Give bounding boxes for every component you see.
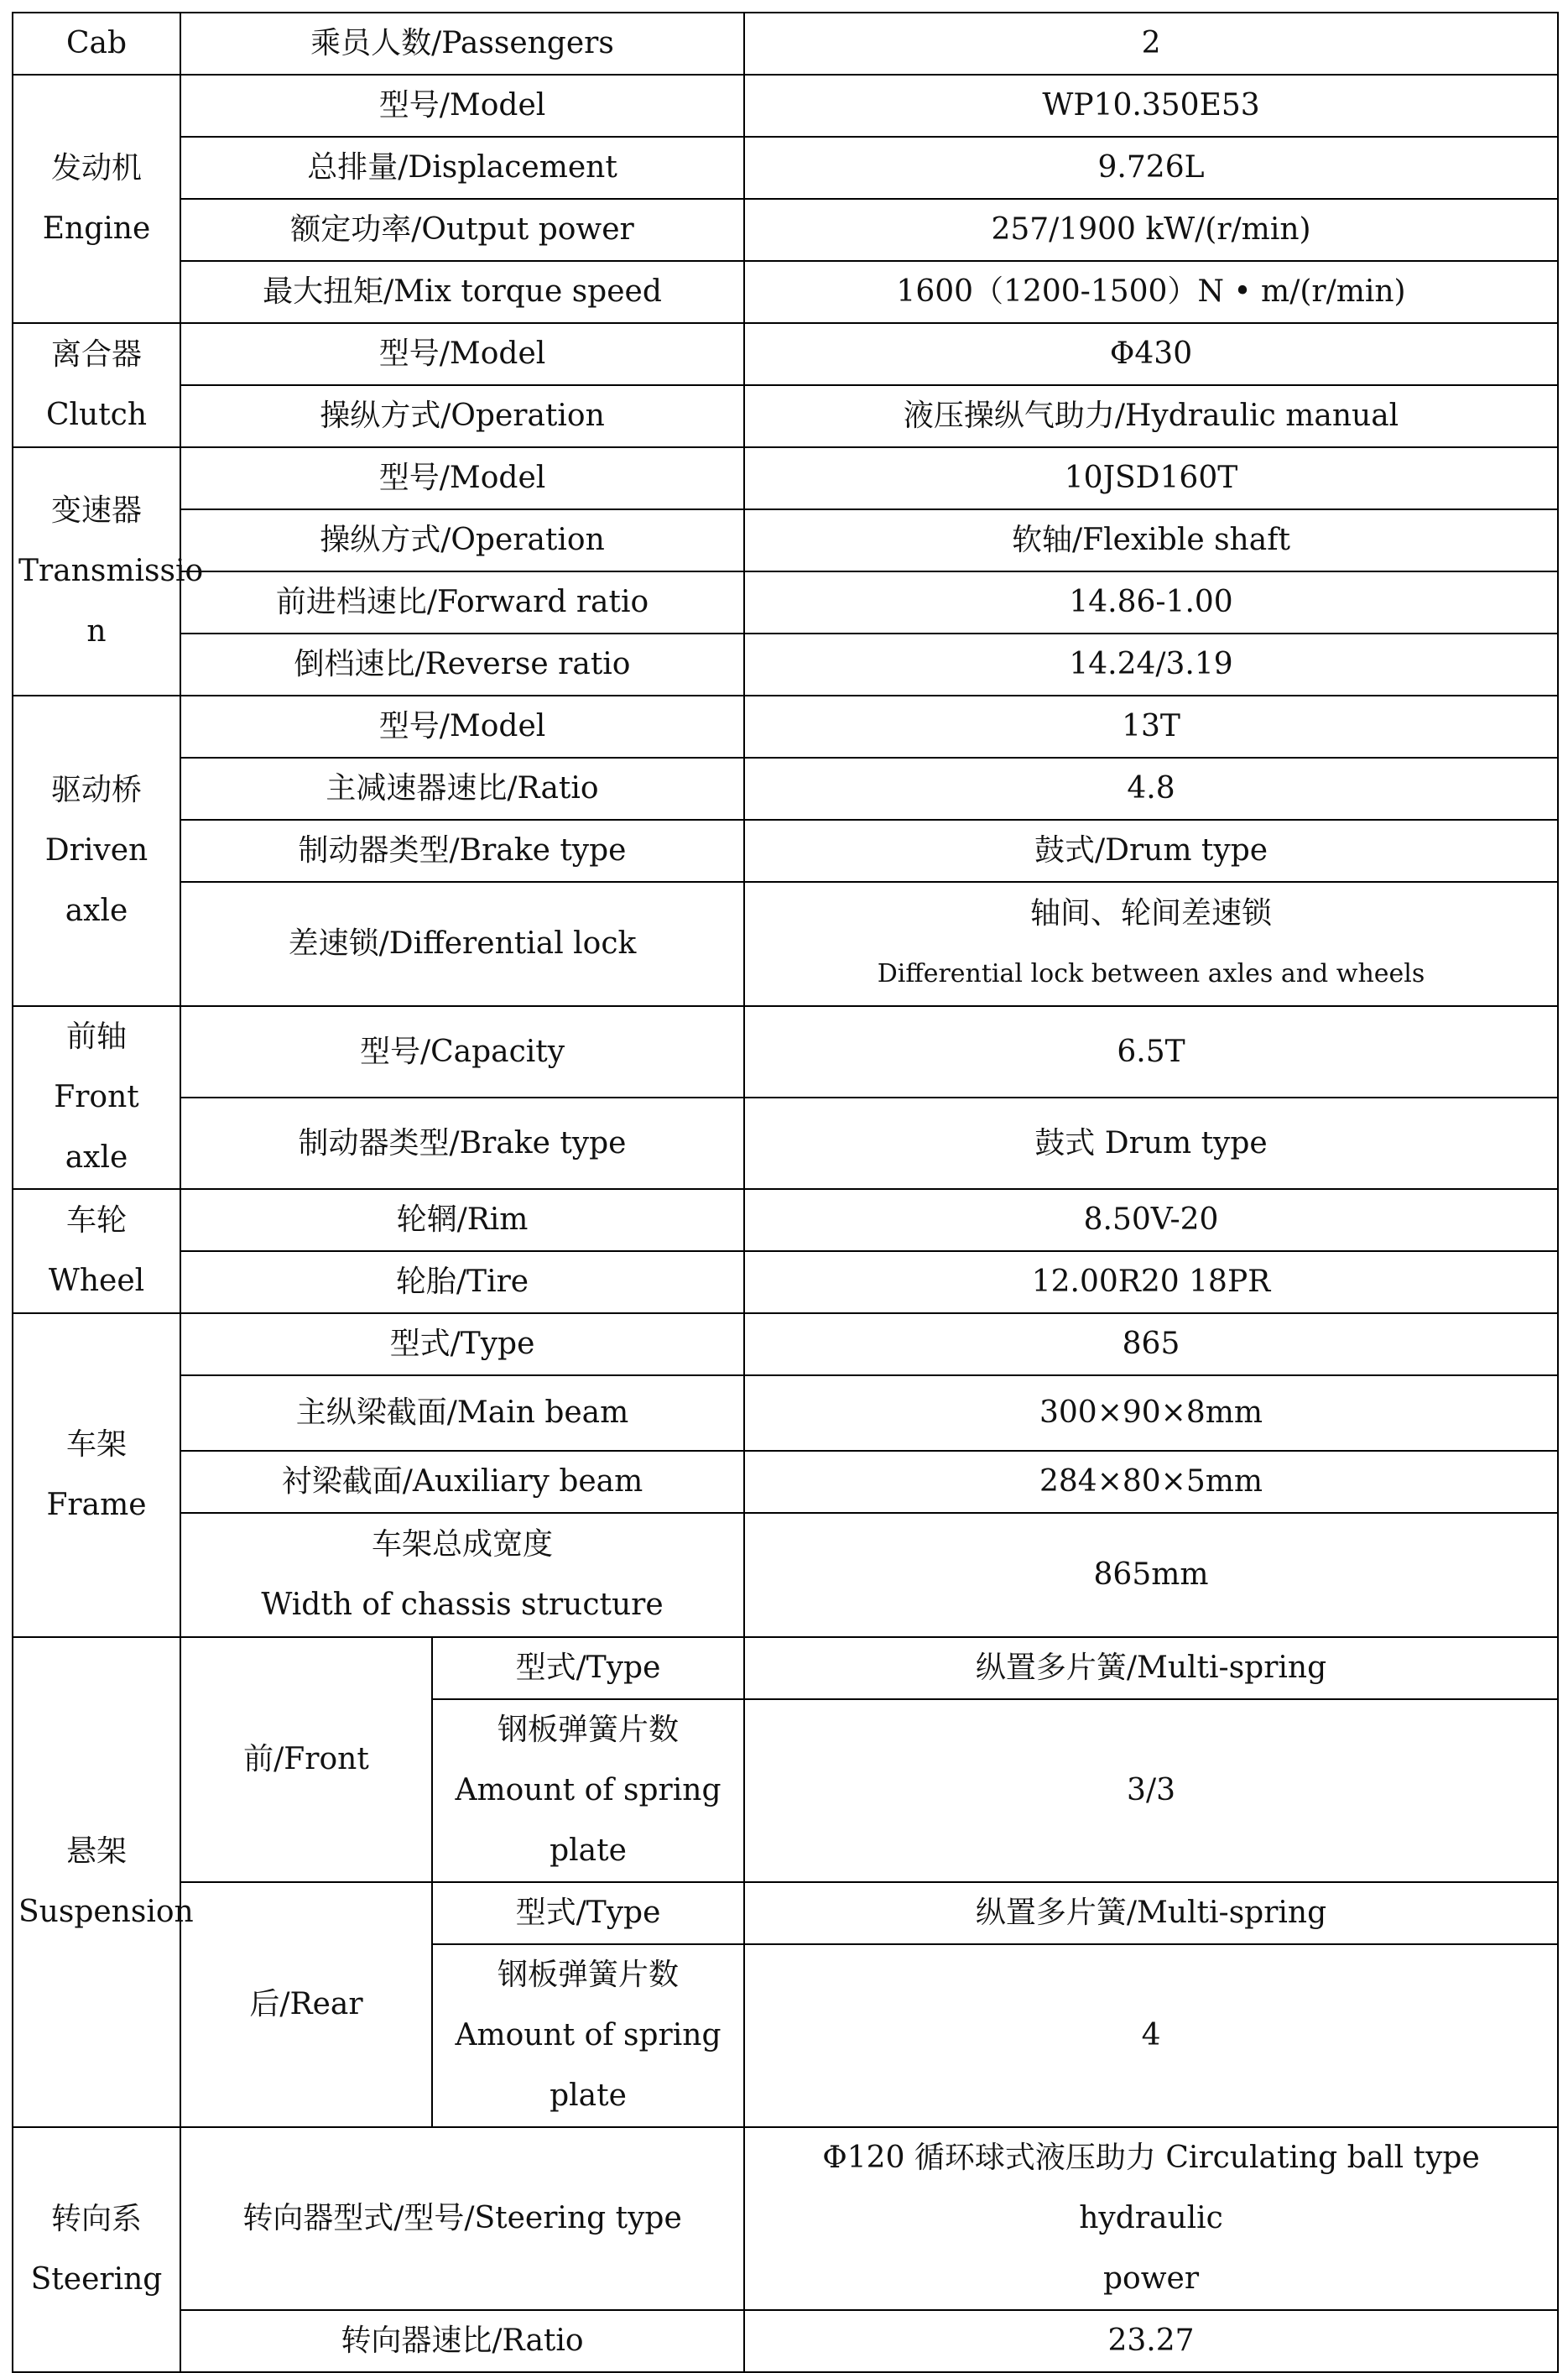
row-label: 差速锁/Differential lock xyxy=(180,882,744,1006)
table-row xyxy=(13,1251,1558,1313)
table-row xyxy=(13,1006,1558,1098)
row-value: 8.50V-20 xyxy=(744,1189,1558,1251)
row-value: 14.24/3.19 xyxy=(744,634,1558,696)
section-name-cn: 悬架 xyxy=(65,1834,127,1869)
section-frame xyxy=(13,1313,180,1637)
row-label-line: Width of chassis structure xyxy=(261,1588,664,1622)
row-label: 型式/Type xyxy=(180,1313,744,1375)
row-label: 最大扭矩/Mix torque speed xyxy=(180,261,744,323)
row-label-line: 钢板弹簧片数 xyxy=(497,1958,680,1992)
table-row xyxy=(13,13,1558,75)
section-name-cn: 转向系 xyxy=(50,2202,142,2236)
row-label: 转向器型式/型号/Steering type xyxy=(180,2127,744,2310)
table-row xyxy=(13,447,1558,509)
table-row xyxy=(13,199,1558,261)
row-value: 865 xyxy=(744,1313,1558,1375)
row-value: 13T xyxy=(744,696,1558,758)
section-name-cn: 前轴 xyxy=(65,1020,127,1054)
section-engine xyxy=(13,75,180,323)
row-value: 284×80×5mm xyxy=(744,1451,1558,1513)
row-value-line: Differential lock between axles and wheels xyxy=(877,959,1425,988)
row-value: 257/1900 kW/(r/min) xyxy=(744,199,1558,261)
section-name-cn: 车轮 xyxy=(65,1203,127,1238)
row-value-line: power xyxy=(1102,2261,1200,2296)
row-value: 12.00R20 18PR xyxy=(744,1251,1558,1313)
section-name-cn: 驱动桥 xyxy=(50,773,142,807)
row-value: 10JSD160T xyxy=(744,447,1558,509)
row-value: 3/3 xyxy=(744,1699,1558,1882)
table-row xyxy=(13,509,1558,571)
section-name-en: Front axle xyxy=(54,1080,139,1175)
row-value: 23.27 xyxy=(744,2310,1558,2372)
row-label xyxy=(180,1513,744,1637)
row-label: 型号/Model xyxy=(180,447,744,509)
row-label: 操纵方式/Operation xyxy=(180,509,744,571)
row-label: 轮胎/Tire xyxy=(180,1251,744,1313)
row-value-line: 轴间、轮间差速锁 xyxy=(1030,896,1273,931)
table-row xyxy=(13,1882,1558,1944)
row-value: 纵置多片簧/Multi-spring xyxy=(744,1637,1558,1699)
table-row xyxy=(13,1313,1558,1375)
section-name-en: Driven axle xyxy=(44,833,148,928)
row-value xyxy=(744,2127,1558,2310)
table-row xyxy=(13,1098,1558,1189)
row-label: 乘员人数/Passengers xyxy=(180,13,744,75)
row-label: 总排量/Displacement xyxy=(180,137,744,199)
row-value: 14.86-1.00 xyxy=(744,571,1558,634)
row-label: 倒档速比/Reverse ratio xyxy=(180,634,744,696)
row-label xyxy=(432,1699,744,1882)
section-steering xyxy=(13,2127,180,2372)
row-value: 2 xyxy=(744,13,1558,75)
section-clutch xyxy=(13,323,180,447)
table-row xyxy=(13,758,1558,820)
row-value: Φ430 xyxy=(744,323,1558,385)
table-row xyxy=(13,75,1558,137)
row-value-line: Φ120 循环球式液压助力 Circulating ball type hydraulic xyxy=(822,2141,1480,2235)
table-row xyxy=(13,634,1558,696)
section-cab: Cab xyxy=(13,13,180,75)
row-value: 纵置多片簧/Multi-spring xyxy=(744,1882,1558,1944)
section-name-en: Frame xyxy=(46,1488,147,1522)
row-label xyxy=(432,1944,744,2127)
row-value: 鼓式 Drum type xyxy=(744,1098,1558,1189)
row-label: 型号/Model xyxy=(180,323,744,385)
table-row xyxy=(13,882,1558,1006)
section-driven-axle xyxy=(13,696,180,1006)
table-row xyxy=(13,1637,1558,1699)
section-name-cn: 车架 xyxy=(65,1427,127,1462)
row-value: WP10.350E53 xyxy=(744,75,1558,137)
row-label: 转向器速比/Ratio xyxy=(180,2310,744,2372)
row-label: 主纵梁截面/Main beam xyxy=(180,1375,744,1451)
table-row xyxy=(13,1513,1558,1637)
row-label: 主减速器速比/Ratio xyxy=(180,758,744,820)
section-name-en-wrap: n xyxy=(86,614,107,649)
section-name-en: Wheel xyxy=(48,1264,145,1298)
row-label: 制动器类型/Brake type xyxy=(180,820,744,882)
row-value: 4.8 xyxy=(744,758,1558,820)
section-name-cn: 发动机 xyxy=(50,151,142,185)
table-row xyxy=(13,696,1558,758)
section-name-cn: 变速器 xyxy=(50,493,142,528)
section-suspension xyxy=(13,1637,194,2127)
row-label: 操纵方式/Operation xyxy=(180,385,744,447)
section-name-en: Clutch xyxy=(45,398,148,432)
subsection-rear: 后/Rear xyxy=(180,1882,432,2127)
table-row xyxy=(13,323,1558,385)
row-label: 前进档速比/Forward ratio xyxy=(180,571,744,634)
row-label-line: 钢板弹簧片数 xyxy=(497,1713,680,1747)
section-name-en: Suspension xyxy=(18,1895,194,1929)
row-label: 型式/Type xyxy=(432,1882,744,1944)
row-value: 鼓式/Drum type xyxy=(744,820,1558,882)
section-name-cn: 离合器 xyxy=(50,337,142,372)
table-row xyxy=(13,571,1558,634)
section-name-en: Transmissio xyxy=(18,554,204,588)
row-value: 软轴/Flexible shaft xyxy=(744,509,1558,571)
row-label-line: Amount of spring plate xyxy=(455,1773,721,1868)
row-value: 300×90×8mm xyxy=(744,1375,1558,1451)
row-label: 制动器类型/Brake type xyxy=(180,1098,744,1189)
table-row xyxy=(13,2127,1558,2310)
row-value: 9.726L xyxy=(744,137,1558,199)
row-value: 4 xyxy=(744,1944,1558,2127)
table-row xyxy=(13,1189,1558,1251)
row-value: 865mm xyxy=(744,1513,1558,1637)
subsection-front: 前/Front xyxy=(180,1637,432,1882)
row-label: 型式/Type xyxy=(432,1637,744,1699)
section-name-en: Steering xyxy=(30,2262,163,2297)
section-name-en: Engine xyxy=(42,211,151,246)
table-row xyxy=(13,1375,1558,1451)
row-label: 型号/Capacity xyxy=(180,1006,744,1098)
row-value: 6.5T xyxy=(744,1006,1558,1098)
row-label: 额定功率/Output power xyxy=(180,199,744,261)
row-label: 型号/Model xyxy=(180,75,744,137)
row-label: 衬梁截面/Auxiliary beam xyxy=(180,1451,744,1513)
row-label: 轮辋/Rim xyxy=(180,1189,744,1251)
row-label-line: 车架总成宽度 xyxy=(372,1527,554,1562)
section-wheel xyxy=(13,1189,180,1313)
table-row xyxy=(13,2310,1558,2372)
table-row xyxy=(13,385,1558,447)
table-row xyxy=(13,1451,1558,1513)
row-value: 液压操纵气助力/Hydraulic manual xyxy=(744,385,1558,447)
section-transmission xyxy=(13,447,204,696)
row-value xyxy=(744,882,1558,1006)
row-label-line: Amount of spring plate xyxy=(455,2018,721,2113)
section-front-axle xyxy=(13,1006,180,1189)
table-row xyxy=(13,137,1558,199)
row-label: 型号/Model xyxy=(180,696,744,758)
table-row xyxy=(13,261,1558,323)
table-row xyxy=(13,820,1558,882)
row-value: 1600（1200-1500）N • m/(r/min) xyxy=(744,261,1558,323)
spec-table xyxy=(12,12,1559,2373)
